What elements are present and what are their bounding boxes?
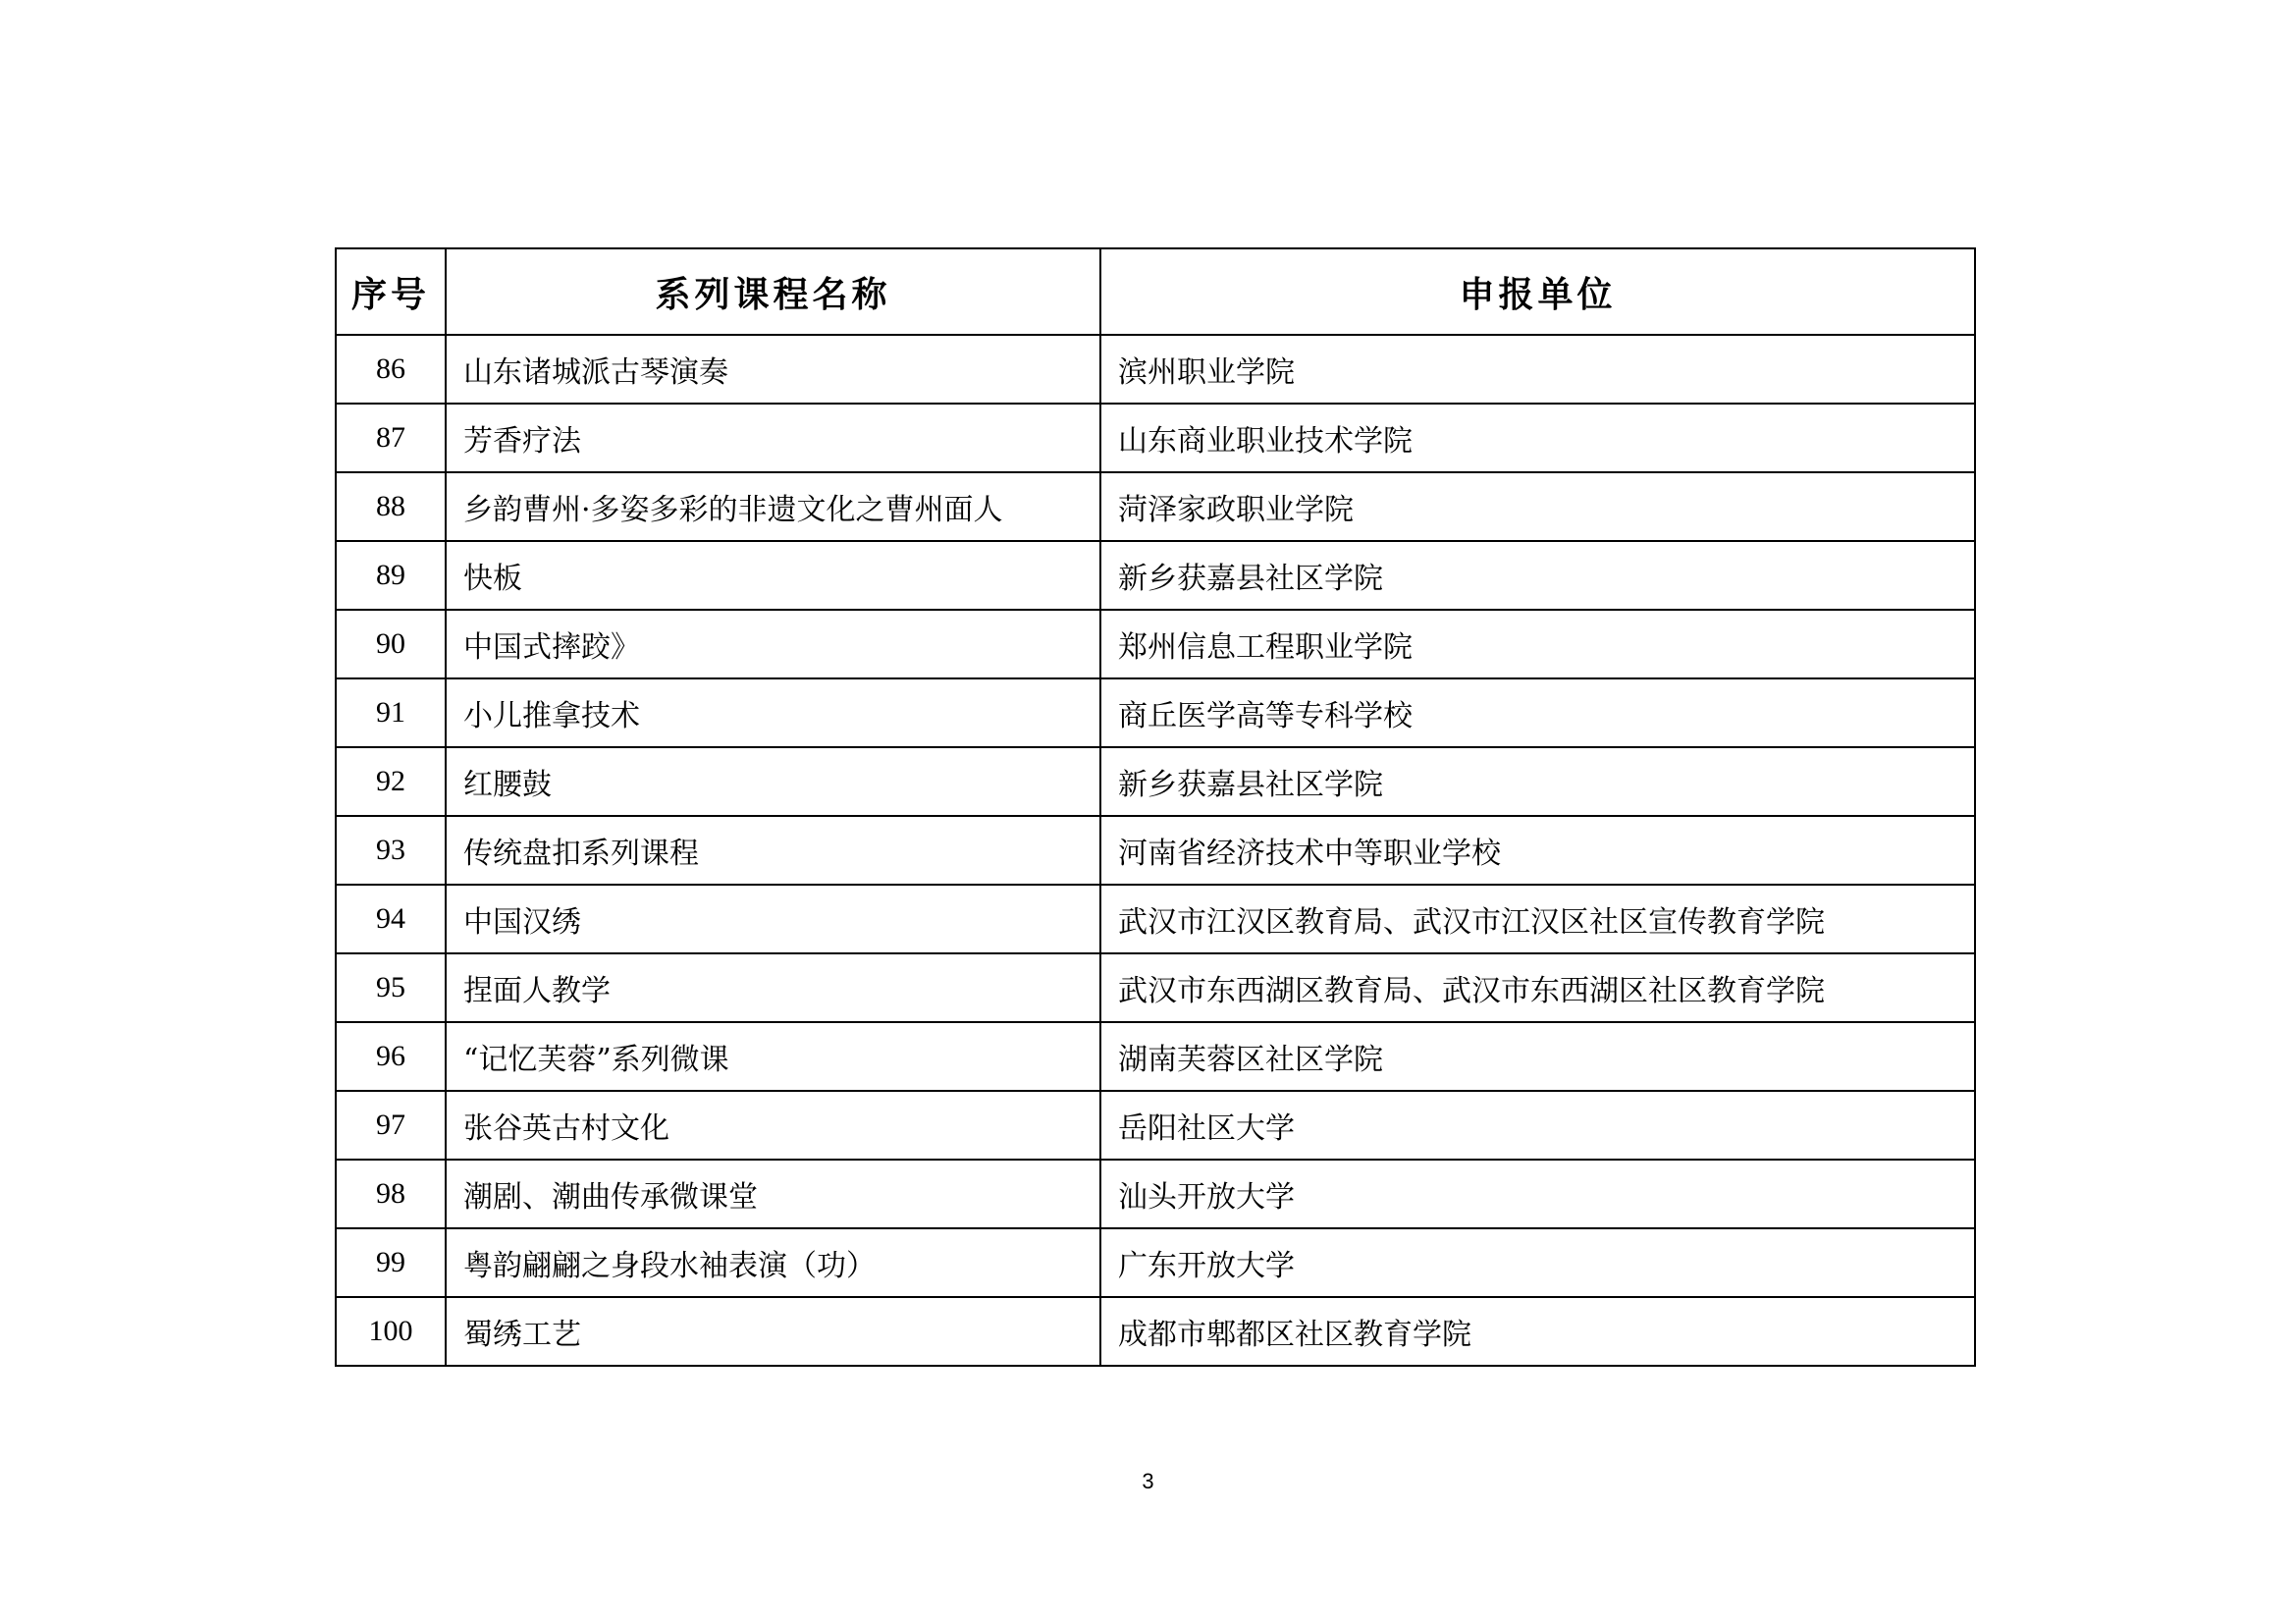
row-course-name-cell: 中国汉绣 — [446, 885, 1100, 953]
row-applicant-unit-cell: 广东开放大学 — [1100, 1228, 1975, 1297]
table-row — [336, 335, 1975, 404]
row-course-name-cell: 山东诸城派古琴演奏 — [446, 335, 1100, 404]
row-seq-cell: 98 — [336, 1160, 446, 1228]
row-applicant-unit-cell: 山东商业职业技术学院 — [1100, 404, 1975, 472]
row-applicant-unit-cell: 汕头开放大学 — [1100, 1160, 1975, 1228]
row-applicant-unit-cell: 武汉市江汉区教育局、武汉市江汉区社区宣传教育学院 — [1100, 885, 1975, 953]
table-row — [336, 404, 1975, 472]
table-row — [336, 1160, 1975, 1228]
row-course-name-cell: 芳香疗法 — [446, 404, 1100, 472]
table-header-row — [336, 248, 1975, 335]
row-course-name-cell: 潮剧、潮曲传承微课堂 — [446, 1160, 1100, 1228]
row-seq-cell: 86 — [336, 335, 446, 404]
row-applicant-unit-cell: 成都市郫都区社区教育学院 — [1100, 1297, 1975, 1366]
table-body — [336, 335, 1975, 1366]
table-row — [336, 1091, 1975, 1160]
row-course-name-cell: 粤韵翩翩之身段水袖表演（功） — [446, 1228, 1100, 1297]
table-row — [336, 885, 1975, 953]
row-course-name-cell: 小儿推拿技术 — [446, 678, 1100, 747]
row-applicant-unit-cell: 湖南芙蓉区社区学院 — [1100, 1022, 1975, 1091]
header-applicant-unit: 申报单位 — [1100, 248, 1975, 335]
row-course-name-cell: 传统盘扣系列课程 — [446, 816, 1100, 885]
row-applicant-unit-cell: 新乡获嘉县社区学院 — [1100, 747, 1975, 816]
header-seq: 序号 — [336, 248, 446, 335]
row-course-name-cell: 张谷英古村文化 — [446, 1091, 1100, 1160]
row-applicant-unit-cell: 河南省经济技术中等职业学校 — [1100, 816, 1975, 885]
row-course-name-cell: 乡韵曹州·多姿多彩的非遗文化之曹州面人 — [446, 472, 1100, 541]
row-course-name-cell: 中国式摔跤》 — [446, 610, 1100, 678]
row-seq-cell: 97 — [336, 1091, 446, 1160]
table-row — [336, 816, 1975, 885]
row-course-name-cell: 蜀绣工艺 — [446, 1297, 1100, 1366]
row-seq-cell: 90 — [336, 610, 446, 678]
row-seq-cell: 96 — [336, 1022, 446, 1091]
row-applicant-unit-cell: 岳阳社区大学 — [1100, 1091, 1975, 1160]
row-course-name-cell: 快板 — [446, 541, 1100, 610]
row-course-name-cell: “记忆芙蓉”系列微课 — [446, 1022, 1100, 1091]
row-applicant-unit-cell: 武汉市东西湖区教育局、武汉市东西湖区社区教育学院 — [1100, 953, 1975, 1022]
header-course-name: 系列课程名称 — [446, 248, 1100, 335]
row-seq-cell: 88 — [336, 472, 446, 541]
page-number: 3 — [1142, 1469, 1154, 1493]
row-seq-cell: 87 — [336, 404, 446, 472]
row-seq-cell: 91 — [336, 678, 446, 747]
row-seq-cell: 94 — [336, 885, 446, 953]
table-row — [336, 953, 1975, 1022]
course-list-table — [335, 247, 1976, 1367]
row-applicant-unit-cell: 滨州职业学院 — [1100, 335, 1975, 404]
table-row — [336, 1297, 1975, 1366]
row-seq-cell: 100 — [336, 1297, 446, 1366]
row-course-name-cell: 捏面人教学 — [446, 953, 1100, 1022]
row-applicant-unit-cell: 商丘医学高等专科学校 — [1100, 678, 1975, 747]
table-row — [336, 678, 1975, 747]
row-applicant-unit-cell: 新乡获嘉县社区学院 — [1100, 541, 1975, 610]
row-applicant-unit-cell: 菏泽家政职业学院 — [1100, 472, 1975, 541]
table-row — [336, 610, 1975, 678]
table-row — [336, 472, 1975, 541]
row-seq-cell: 92 — [336, 747, 446, 816]
row-seq-cell: 95 — [336, 953, 446, 1022]
row-applicant-unit-cell: 郑州信息工程职业学院 — [1100, 610, 1975, 678]
table-row — [336, 747, 1975, 816]
row-course-name-cell: 红腰鼓 — [446, 747, 1100, 816]
table-row — [336, 541, 1975, 610]
row-seq-cell: 93 — [336, 816, 446, 885]
table-row — [336, 1228, 1975, 1297]
table-row — [336, 1022, 1975, 1091]
row-seq-cell: 89 — [336, 541, 446, 610]
row-seq-cell: 99 — [336, 1228, 446, 1297]
